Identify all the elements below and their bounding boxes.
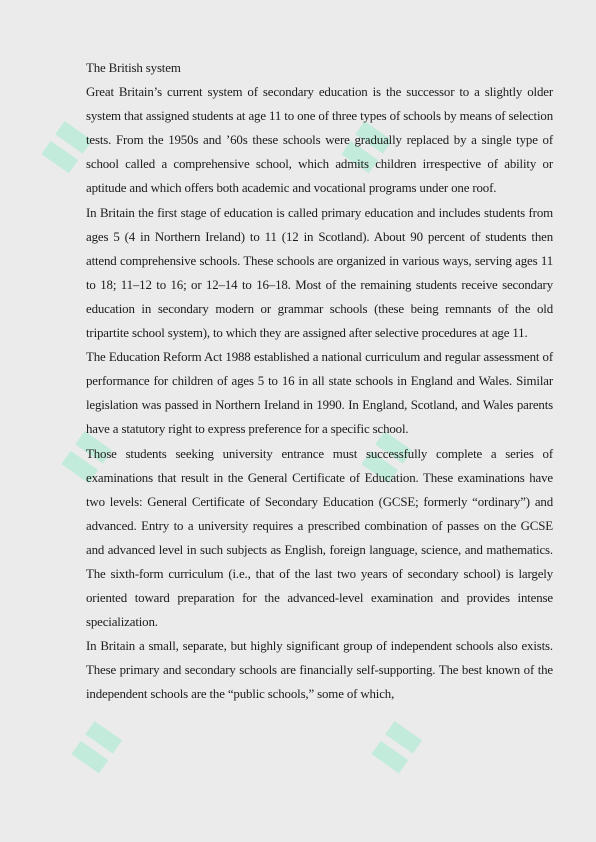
watermark-shape: ▮▮ <box>329 111 399 180</box>
watermark-shape: ▮▮ <box>59 711 129 780</box>
watermark-shape: ▮▮ <box>359 711 429 780</box>
paragraph: Great Britain’s current system of secondary education is the successor to a slightly older system that assigned students at age 11 to one of three types of schools by means of selection tests. From the 1950s and ’60s these schools were gradually replaced by a single type of school called a comprehensive school, which admits children irrespective of ability or aptitude and which offers both academic and vocational programs under one roof. <box>86 85 553 196</box>
document-page <box>86 56 553 707</box>
section-title: The British system <box>86 61 181 75</box>
paragraph: In Britain the first stage of education is called primary education and includes students from ages 5 (4 in Northern Ireland) to 11 (12 in Scotland). About 90 percent of students then attend comprehensive schools. These schools are organized in various ways, serving ages 11 to 18; 11–12 to 16; or 12–14 to 16–18. Most of the remaining students receive secondary education in secondary modern or grammar schools (these being remnants of the old tripartite school system), to which they are assigned after selective procedures at age 11. <box>86 205 553 341</box>
watermark-shape: ▮▮ <box>29 111 99 180</box>
watermark-shape: ▮▮ <box>349 421 419 490</box>
paragraph: Those students seeking university entrance must successfully complete a series of examinations that result in the General Certificate of Education. These examinations have two levels: General Certificate of Secondary Education (GCSE; formerly “ordinary”) and advanced. Entry to a university requires a prescribed combination of passes on the GCSE and advanced level in such subjects as English, foreign language, science, and mathematics. The sixth-form curriculum (i.e., that of the last two years of secondary school) is largely oriented toward preparation for the advanced-level examination and provides intense specialization. <box>86 446 553 630</box>
paragraph: In Britain a small, separate, but highly significant group of independent schools also exists. These primary and secondary schools are financially self-supporting. The best known of the independent schools are the “public schools,” some of which, <box>86 639 553 702</box>
watermark-shape: ▮▮ <box>49 421 119 490</box>
paragraph: The Education Reform Act 1988 established a national curriculum and regular assessment of performance for children of ages 5 to 16 in all state schools in England and Wales. Similar legislation was passed in Northern Ireland in 1990. In England, Scotland, and Wales parents have a statutory right to express preference for a specific school. <box>86 350 553 437</box>
